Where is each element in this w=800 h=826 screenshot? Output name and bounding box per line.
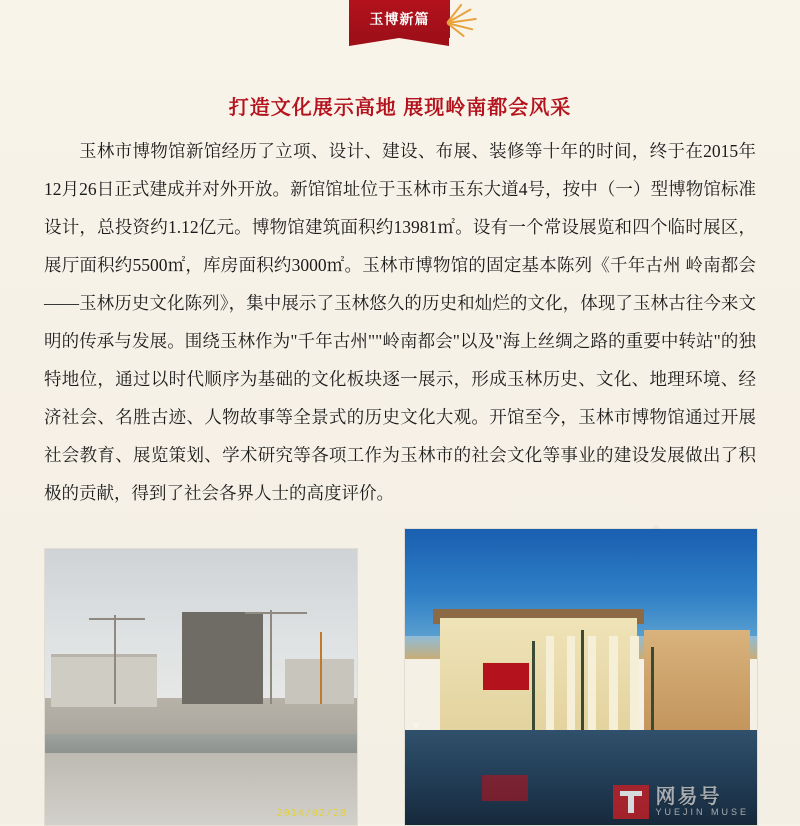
photo-museum <box>404 528 758 826</box>
photo-gallery <box>0 528 800 824</box>
crane-icon <box>320 632 322 704</box>
photo-building-wing <box>644 630 750 737</box>
photo-date-stamp: 2014/02/28 <box>276 808 347 819</box>
watermark-cn: 网易号 <box>655 785 722 808</box>
photo-column <box>567 636 575 731</box>
photo-column <box>630 636 638 731</box>
page-title: 打造文化展示高地 展现岭南都会风采 <box>228 97 572 120</box>
crane-icon <box>114 615 116 703</box>
article-body: 玉林市博物馆新馆经历了立项、设计、建设、布展、装修等十年的时间，终于在2015年12月26日正式建成并对外开放。新馆馆址位于玉林市玉东大道4号，按中（一）型博物馆标准设计，总投资约1.12亿元。博物馆建筑面积约13981㎡。设有一个常设展览和四个临时展区，展厅面积约5500㎡，库房面积约3000㎡。玉林市博物馆的固定基本陈列《千年古州 岭南都会——玉林历史文化陈列》，集中展示了玉林悠久的历史和灿烂的文化，体现了玉林古往今来文明的传承与发展。围绕玉林作为"千年古州""岭南都会"以及"海上丝绸之路的重要中转站"的独特地位，通过以时代顺序为基础的文化板块逐一展示，形成玉林历史、文化、地理环境、经济社会、名胜古迹、人物故事等全景式的历史文化大观。开馆至今，玉林市博物馆通过开展社会教育、展览策划、学术研究等各项工作为玉林市的社会文化等事业的建设发展做出了积极的贡献，得到了社会各界人士的高度评价。 <box>44 141 756 503</box>
photo-building-main <box>440 618 637 736</box>
banner <box>349 0 450 46</box>
photo-building-main <box>182 612 263 703</box>
museum-plaque <box>482 662 530 691</box>
watermark-text <box>655 787 749 817</box>
photo-building-left <box>51 654 157 707</box>
crane-icon <box>89 618 145 620</box>
crane-icon <box>270 610 272 704</box>
photo-column <box>546 636 554 731</box>
photo-column <box>588 636 596 731</box>
banner-label: 玉博新篇 <box>369 11 430 27</box>
red-seal-icon <box>613 785 649 819</box>
photo-column <box>609 636 617 731</box>
tree-icon <box>532 641 535 730</box>
photo-construction <box>44 548 358 826</box>
watermark-en: YUEJIN MUSE <box>655 806 749 817</box>
crane-icon <box>245 612 307 614</box>
banner-rays-icon <box>445 4 489 44</box>
tree-icon <box>581 630 584 731</box>
photo-water <box>45 734 357 753</box>
tree-icon <box>651 647 654 730</box>
watermark <box>613 785 749 819</box>
plaque-reflection <box>482 775 528 802</box>
banner-flag <box>349 0 450 38</box>
